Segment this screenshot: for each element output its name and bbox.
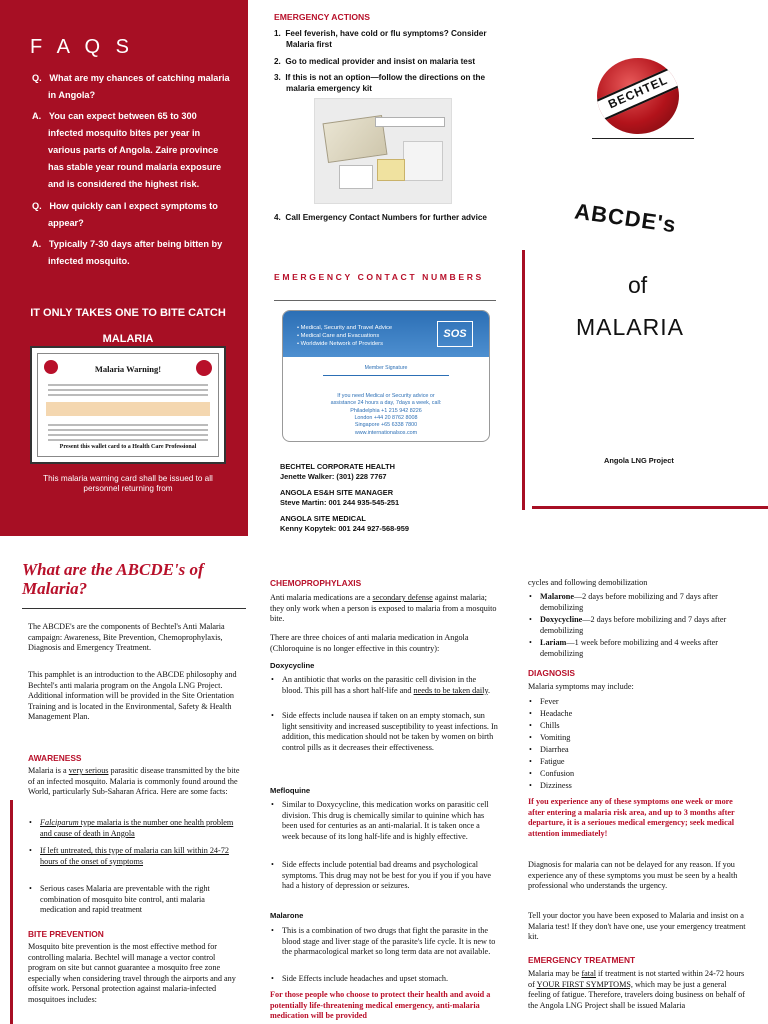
faq-panel [0, 0, 248, 536]
awareness-paragraph: Malaria is a very serious parasitic disease transmitted by the bite of an infected mosquito. Malaria is commonly found around the World, particularly Sub-Saharan Africa. Here are some facts: [28, 766, 240, 796]
emergency-step-2: 2. Go to medical provider and insist on malaria test [274, 57, 476, 66]
mefloquine-bullet-1: • Similar to Doxycycline, this medication works on parasitic cell division. This drug is chemically similar to quinine which has been used for centuries as an anti-malarial. It is taken once a week because of its long half-life and is highly effective. [270, 800, 498, 842]
faq-question-2: Q. How quickly can I expect symptoms to appear? [32, 201, 218, 228]
contact-site-medical: ANGOLA SITE MEDICAL Kenny Kopytek: 001 244 927-568-959 [280, 514, 409, 533]
symptom-item: • Fatigue [528, 757, 565, 767]
emergency-treatment-heading: EMERGENCY TREATMENT [528, 955, 636, 965]
symptom-item: • Fever [528, 697, 559, 707]
doxycycline-bullet-1: • An antibiotic that works on the parasitic cell division in the blood. This pill has a short half-life and needs to be taken daily. [270, 675, 498, 696]
awareness-bullet-2: • If left untreated, this type of malaria can kill within 24-72 hours of the onset of symptoms [28, 846, 240, 867]
emergency-step-3: 3. If this is not an option—follow the directions on the malaria emergency kit [274, 73, 486, 93]
sos-line: www.internationalsos.com [354, 430, 418, 436]
bite-prevention-heading: BITE PREVENTION [28, 929, 104, 939]
faq-question-1: Q. What are my chances of catching malaria in Angola? [32, 73, 230, 100]
awareness-bullet-3: • Serious cases Malaria are preventable with the right combination of mosquito bite control, anti malaria medication and rapid treatment [28, 884, 240, 916]
awareness-bullet-1: • Falciparum type malaria is the number one health problem and cause of death in Angola [28, 818, 240, 839]
malarone-heading: Malarone [270, 911, 304, 920]
emergency-contacts-heading: EMERGENCY CONTACT NUMBERS [274, 272, 484, 282]
international-sos-card [282, 310, 490, 442]
emergency-actions-heading: EMERGENCY ACTIONS [274, 12, 370, 22]
sos-line: Philadelphia +1 215 942 8226 [350, 408, 422, 414]
symptom-item: • Headache [528, 709, 572, 719]
emergency-step-1: 1. Feel feverish, have cold or flu symptoms? Consider Malaria first [274, 29, 487, 49]
intro-paragraph-1: The ABCDE's are the components of Bechtel's Anti Malaria campaign: Awareness, Bite Prevention, Chemoprophylaxis, Diagnosis and Emergency Treatment. [28, 622, 225, 652]
warning-card-title: Malaria Warning! [94, 364, 162, 374]
emergency-treatment-paragraph: Malaria may be fatal if treatment is not started within 24-72 hours of YOUR FIRST SYMPTOMS, which may be just a general feeling of fatigue. Therefore, travelers doing business on behalf of the Angola LNG Project shall be issued Malaria [528, 969, 745, 1010]
sos-bullet: • Worldwide Network of Providers [297, 341, 384, 347]
bite-prevention-paragraph: Mosquito bite prevention is the most effective method for controlling malaria. Bechtel will manage a vector control program on site but cannot guarantee a mosquito free zone especially when considering travel through the airports and any offsite work. Personal protection against malaria-infected mosquitoes includes: [28, 942, 236, 1004]
intro-title: What are the ABCDE's of Malaria? [22, 560, 204, 598]
malaria-kit-photo [314, 98, 452, 204]
sos-line: If you need Medical or Security advice or [337, 393, 435, 399]
sos-line: London +44 20 8762 8008 [354, 415, 418, 421]
awareness-heading: AWARENESS [28, 753, 82, 763]
bechtel-globe-logo [597, 58, 679, 134]
chemo-paragraph-2: There are three choices of anti malaria medication in Angola (Chloroquine is no longer effective in this country): [270, 633, 469, 653]
faq-answer-1: A. You can expect between 65 to 300 infected mosquito bites per year in various parts of Angola. Zaire province has stable year round malaria exposure and is considered the highest risk. [32, 111, 222, 189]
symptom-item: • Confusion [528, 769, 574, 779]
cover-of: of [628, 272, 648, 298]
card-caption: This malaria warning card shall be issued to all personnel returning from [43, 474, 213, 493]
emergency-step-4: 4. Call Emergency Contact Numbers for further advice [274, 213, 487, 222]
diagnosis-heading: DIAGNOSIS [528, 668, 575, 678]
symptom-item: • Diarrhea [528, 745, 569, 755]
only-takes-one-text: IT ONLY TAKES ONE TO BITE CATCH MALARIA [30, 307, 226, 345]
sos-signature-label: Member Signature [364, 365, 408, 371]
faq-title: F A Q S [30, 36, 134, 58]
symptom-item: • Chills [528, 721, 560, 731]
sos-logo-icon: SOS [437, 321, 473, 347]
malaria-warning-card [30, 346, 226, 464]
chemo-red-note: For those people who choose to protect their health and avoid a potentially life-threatening medical emergency, anti-malaria medication will be provided [270, 990, 491, 1020]
intro-paragraph-2: This pamphlet is an introduction to the ABCDE philosophy and Bechtel's anti malaria program on the Angola LNG Project. Additional information will be provided in the Site Orientation Training and is located in the Environmental, Safety & Health Management Plan. [28, 670, 237, 721]
chemoprophylaxis-heading: CHEMOPROPHYLAXIS [270, 578, 362, 588]
cover-abcdes: ABCDE's [573, 198, 679, 238]
mefloquine-heading: Mefloquine [270, 786, 311, 795]
cover-project: Angola LNG Project [604, 456, 674, 465]
sos-line: assistance 24 hours a day, 7days a week, call: [330, 400, 442, 406]
sos-bullet: • Medical Care and Evacuations [297, 333, 380, 339]
diagnosis-paragraph-1: Diagnosis for malaria can not be delayed for any reason. If you experience any of these symptoms you must be seen by a health professional who understands the urgency. [528, 860, 738, 890]
chemo-paragraph-1: Anti malaria medications are a secondary defense against malaria; they only work when a person is exposed to malaria from a mosquito bite. [270, 593, 497, 623]
diagnosis-red-warning: If you experience any of these symptoms one week or more after entering a malaria risk area, and up to 3 months after departure, it is a serioues medical emergency; seek medical attention immediately! [528, 797, 735, 838]
diagnosis-paragraph-2: Tell your doctor you have been exposed to Malaria and insist on a Malaria test! If they don't have one, use your emergency treatment kit. [528, 911, 746, 941]
bechtel-logo-text: BECHTEL [606, 72, 670, 112]
diagnosis-intro: Malaria symptoms may include: [528, 682, 634, 691]
sos-bullet: • Medical, Security and Travel Advice [297, 325, 393, 331]
doxycycline-heading: Doxycycline [270, 661, 315, 670]
malarone-bullet-1: • This is a combination of two drugs that fight the parasite in the blood stage and liver stage of the parasite's life cycle. It is new to the pharmacological market so long term data are not available. [270, 926, 498, 958]
malarone-bullet-2: • Side Effects include headaches and upset stomach. [270, 974, 498, 985]
symptom-item: • Dizziness [528, 781, 572, 791]
warning-card-present-text: Present this wallet card to a Health Care Professional [59, 444, 197, 450]
regimen-malarone: • Malarone—2 days before mobilizing and 7 days after demobilizing [528, 592, 740, 613]
mefloquine-bullet-2: • Side effects include potential bad dreams and psychological symptoms. This drug may not be best for you if you if you have had a history of depression or seizures. [270, 860, 498, 892]
contact-esh-manager: ANGOLA ES&H SITE MANAGER Steve Martin: 001 244 935-545-251 [280, 488, 400, 507]
regimen-doxycycline: • Doxycycline—2 days before mobilizing and 7 days after demobilizing [528, 615, 740, 636]
chemo-continued: cycles and following demobilization [528, 578, 648, 587]
cover-malaria: MALARIA [576, 314, 684, 340]
doxycycline-bullet-2: • Side effects include nausea if taken on an empty stomach, sun light sensitivity and increased susceptibility to yeast infections. In addition, this medication should not be taken by women on birth control pills as it decreases their effectiveness. [270, 711, 498, 753]
regimen-lariam: • Lariam—1 week before mobilizing and 4 weeks after demobilizing [528, 638, 740, 659]
faq-answer-2: A. Typically 7-30 days after being bitten by infected mosquito. [32, 239, 223, 266]
symptom-item: • Vomiting [528, 733, 570, 743]
sos-line: Singapore +65 6338 7800 [354, 422, 418, 428]
contact-corporate-health: BECHTEL CORPORATE HEALTH Jenette Walker: (301) 228 7767 [280, 462, 395, 481]
